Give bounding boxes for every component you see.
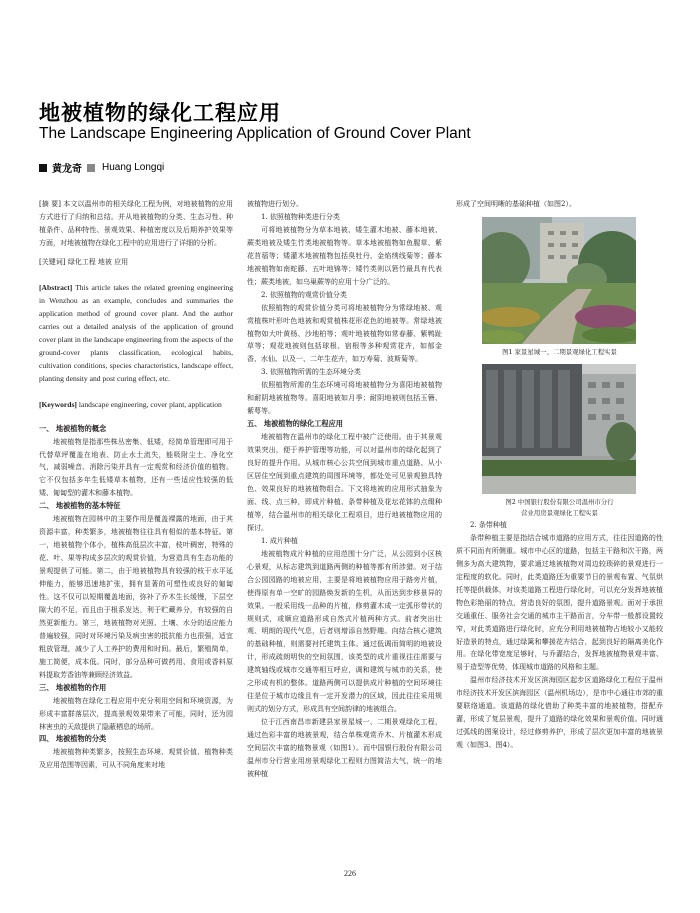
keywords-cn-label: [关键词] — [39, 257, 66, 266]
author-name-cn: 黄龙奇 — [52, 164, 82, 175]
figure-2-caption-line-2: 营业用房景观绿化工程实景 — [521, 508, 598, 517]
abstract-cn-label: [摘 要] — [39, 200, 61, 208]
square-bullet-icon — [39, 164, 47, 172]
keywords-cn — [39, 256, 233, 269]
subsection-heading: 3. 依照植物所需的生态环境分类 — [261, 368, 361, 377]
author-name-en: Huang Longqi — [102, 162, 165, 173]
abstract-en — [39, 281, 233, 386]
abstract-cn — [39, 198, 233, 250]
keywords-en-label: [Keywords] — [39, 399, 77, 409]
figure-2-photo — [482, 364, 636, 494]
abstract-en-label: [Abstract] — [39, 282, 73, 292]
figure-2-caption — [456, 497, 663, 519]
paragraph: 温州市经济技术开发区滨海园区起步区道路绿化工程位于温州市经济技术开发区滨海园区（温州机场边），是市中心通往市郊的重要联络通道。该道路的绿化借助了种类丰富的地被植物，搭配乔灌，形成了复层景观，提升了道路的绿化效果和景观价值。同时通过弧线的图案设计，经过修剪养护，形成了层次更加丰富的地被景观（如图3、图4）。 — [456, 676, 663, 750]
keywords-en — [39, 398, 233, 411]
abstract-cn-text: 本文以温州市的相关绿化工程为例，对地被植物的应用方式进行了归纳和总结。并从地被植物的分类、生态习性、种植条件、品种特性、景观效果、种植密度以及后期养护效果等方面，对地被植物在绿化工程中的应用进行了详细的分析。 — [39, 200, 233, 247]
paragraph: 地被植物成片种植的应用范围十分广泛，从公园到小区核心景观，从标志建筑到道路两侧的种植等都有所涉猎。对于结合公园园路的地被应用，主要是将地被植物应用于路旁片植，使得原有单一空旷的园路焕发新的生机，从而达到步移景异的效果。一般采用线一品种的片植，修剪灌木成一定弧形带状的规则式，或顺应道路形成自然式片植两种方式。前者突出壮观、明朗的现代气息，后者则增添自然野趣。向结合核心建筑的基础种植，则需要衬托建筑主体。通过低调而简明的地被设计，形成疏朗明快的空间氛围，该类型的成片重视往往需要与建筑轴线或城市交通等相互呼应，调和建筑与城市的关系，使之形成有机的整体。道路两侧可以提供成片种植的空间环境往往是位于城市边缘且有一定开发潜力的区域，因此往往采用规则式的划分方式，形成具有空间韵律的地被组合。 — [247, 549, 442, 714]
paragraph: 形成了空间明晰的基础种植（如图2）。 — [456, 200, 576, 208]
article-title-cn: 地被植物的绿化工程应用 — [39, 101, 281, 125]
square-bullet-grey-icon — [87, 164, 95, 172]
paragraph: 可将地被植物分为草本地被、矮生灌木地被、藤本地被、蕨类地被及矮生竹类地被植物等。草本地被植物如鱼腥草、紫花苜蓿等；矮灌木地被植物包括臭牡丹、金焰绣线菊等；藤本地被植物如南蛇藤、五叶地锦等；矮竹类则以箬竹最具有代表性；蕨类地被，如乌巢蕨等的应用十分广泛的。 — [247, 225, 442, 286]
subsection-heading: 2. 条带种植 — [470, 520, 507, 529]
paragraph: 地被植物在园林中的主要作用是覆盖裸露的地面，由于其资源丰富，种类繁多，地被植物往往具有相似的基本特征。第一，地被植物个体小，植株高低层次丰富，枝叶稠密，特殊的花、叶、果等构成多层次的观赏价值，为营造具有生态功能的景观提供了可能。第二，由于地被植物具有较强的枝干水平延伸能力，能够迅速地扩张，拥有显著的可塑性或良好的匍匐性。这不仅可以短期覆盖地面，弥补了乔木生长缓慢，下层空隙大的不足，而且由于根系发达，利于贮藏养分，有较强的自然更新能力。第三，地被植物对光照、土壤、水分的适应能力普遍较强，同时对环境污染及病虫害的抵抗能力也很强，适宜粗放管理，减少了人工养护的费用和时间。最后，繁殖简单，施工简便，成本低。同时，部分品种可做药用、食用或香料原料提取芳香油等兼顾经济效益。 — [39, 515, 233, 679]
paragraph: 位于江西南昌市新建县家景星城一、二期景观绿化工程，通过色彩丰富的地被景观，结合单株观赏乔木、片植灌木形成空间层次丰富的植物景观（如图1）。而中国银行股份有限公司温州市分行营业用房景观绿化工程则力图简洁大气，统一的地被种植 — [247, 718, 442, 778]
figure-2-caption-line-1: 图2 中国银行股份有限公司温州市分行 — [505, 497, 614, 506]
figure-1-photo — [482, 217, 636, 344]
abstract-en-text: This article takes the related greening engineering in Wenzhou as an example, concludes and summaries the application method of ground cover plant. And the author carries out a detailed analysis of the application of ground cover plant in the landscape engineering from the aspects of the ground-cover plants classification, ecological habits, cultivation conditions, species characteristics, landscape effect, planting density and post curing effect, etc. — [39, 282, 233, 384]
page-number: 226 — [344, 869, 356, 878]
column-3 — [456, 198, 663, 863]
section-heading: 五、 地被植物的绿化工程应用 — [247, 419, 343, 429]
section-heading: 二、 地被植物的基本特征 — [39, 501, 121, 511]
article-title-en: The Landscape Engineering Application of Ground Cover Plant — [39, 125, 471, 142]
paragraph: 地被植物在绿化工程应用中充分利用空间和环境资源，为形成丰富群落层次，提高景观效果带来了可能，同时，还为园林害虫的天敌提供了隐蔽栖息的场所。 — [39, 696, 233, 731]
column-2 — [247, 198, 442, 863]
subsection-heading: 2. 依照植物的观赏价值分类 — [261, 290, 347, 299]
paragraph: 地被植物是指那些株丛密集、低矮，经简单管理即可用于代替草坪覆盖在地表、防止水土流失，能吸附尘土、净化空气，减弱噪音、消除污染并具有一定观赏和经济价值的植物。它不仅包括多年生低矮草本植物，还有一些适应性较强的低矮、匍匐型的灌木和藤本植物。 — [39, 437, 233, 498]
subsection-heading: 1. 依照植物种类进行分类 — [261, 212, 340, 221]
subsection-heading: 1. 成片种植 — [261, 536, 298, 545]
section-heading: 四、 地被植物的分类 — [39, 734, 107, 744]
paragraph: 依照植物所需的生态环境可将地被植物分为喜阳地被植物和耐阴地被植物等。喜阳地被如月季；耐阴地被则包括玉簪、紫萼等。 — [247, 381, 442, 416]
keywords-cn-text: 绿化工程 地被 应用 — [67, 257, 129, 266]
section-heading: 三、 地被植物的作用 — [39, 682, 107, 692]
paragraph: 地被植物种类繁多，按照生态环境、观赏价值、植物种类及应用范围等因素，可从不同角度来对地 — [39, 748, 233, 770]
paragraph: 依照植物的观赏价值分类可将地被植物分为常绿地被、观赏植株叶形叶色地被和观赏植株花形花色的地被等。常绿地被植物如大叶黄杨、沙地柏等；观叶地被植物如常春藤、紫鸭趾草等；观花地被则包括球根、宿根等多种观赏花卉，如郁金香、水仙、以及一、二年生花卉，如万寿菊、波斯菊等。 — [247, 303, 442, 364]
column-1 — [39, 198, 233, 863]
figure-1-caption: 图1 家景星城一、二期景观绿化工程实景 — [502, 347, 617, 356]
figure-1-illustration — [482, 217, 636, 344]
section-heading: 一、 地被植物的概念 — [39, 423, 107, 433]
paragraph: 地被植物在温州市的绿化工程中被广泛使用。由于其景观效果突出，便于养护管理等功能，可以对温州市的绿化起到了良好的提升作用。从城市核心公共空间到城市重点道路、从小区居住空间到重点建筑的周围环境等，都处处可见景观独具特色、效果良好的地被植物组合。下文将地被的应用形式抽象为面、线、点三种，即成片种植、条带种植及花坛花钵的点缀种植等，结合温州市的相关绿化工程项目，进行地被植物应用的探讨。 — [247, 433, 442, 532]
figure-2-illustration — [482, 364, 636, 494]
author-line — [39, 160, 164, 175]
paragraph: 被植物进行划分。 — [247, 200, 303, 208]
keywords-en-text: landscape engineering, cover plant, application — [78, 399, 222, 409]
paragraph: 条带种植主要是指结合城市道路的应用方式，往往因道路的性质不同而有所侧重。城市中心区的道路，包括主干路和次干路，两侧多为高大建筑物，要求通过地被植物对周边较琐碎的景观进行一定程度的软化。同时，此类道路还为重要节日的景观布置、气氛烘托等提供载体，对该类道路工程进行绿化时，可以充分发挥地被植物色彩艳丽的特点，营造良好的氛围，提升道路景观。面对于承担交通重任、服务社会交通的城市主干路而言，分车带一般都设置较窄，对此类道路进行绿化时，应充分利用地被植物占地较小又能较好造景的特点，通过绿篱和攀援花卉结合，起到良好的隔离美化作用。在绿化带宽度足够时，与乔灌结合，发挥地被植物景观丰富、易于造型等优势，体现城市道路的风格和主题。 — [456, 533, 663, 672]
